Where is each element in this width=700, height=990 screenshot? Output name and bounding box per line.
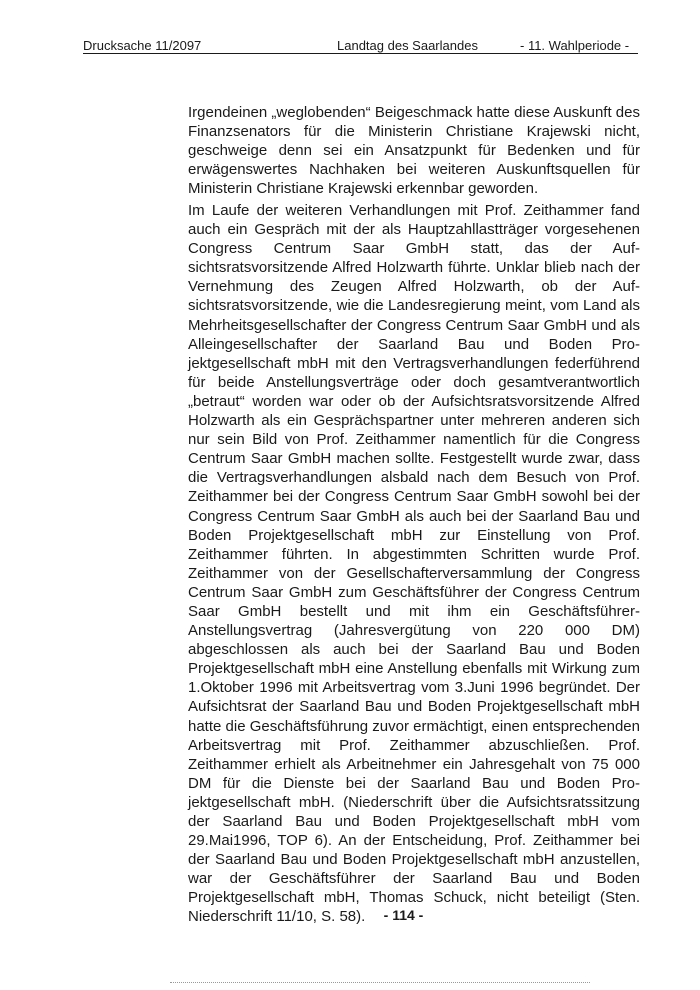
- scan-artifact: [170, 982, 590, 983]
- page-number: [0, 907, 700, 923]
- header-rule: [83, 53, 638, 54]
- document-number: Drucksache 11/2097: [83, 38, 202, 53]
- legislative-period: - 11. Wahlperiode -: [520, 38, 630, 53]
- paragraph-2: Im Laufe der weiteren Verhandlungen mit Prof. Zeithammer fand auch ein Gespräch mit der als Hauptzahllastträger vorgesehenen Congress Centrum Saar GmbH statt, das der Aufsichtsratsvorsitzende Alfred Holzwarth führte. Unklar blieb nach der Vernehmung des Zeugen Alfred Holzwarth, ob der Aufsichtsratsvorsitzende, wie die Landesregierung meint, vom Land als Mehrheitsgesellschafter der Congress Centrum Saar GmbH und als Alleingesellschafter der Saarland Bau und Boden Projektgesellschaft mbH mit den Vertragsverhandlungen federführend für beide Anstellungsverträge oder doch gesamtverantwortlich „betraut“ worden war oder ob der Aufsichtsratsvorsitzende Alfred Holzwarth als ein Gesprächspartner unter mehreren anderen sich nur sein Bild von Prof. Zeithammer namentlich für die Congress Centrum Saar GmbH machen sollte. Festgestellt wurde zwar, dass die Vertragsverhandlungen alsbald nach dem Besuch von Prof. Zeithammer bei der Congress Centrum Saar GmbH sowohl bei der Congress Centrum Saar GmbH als auch bei der Saarland Bau und Boden Projektgesellschaft mbH zur Einstellung von Prof. Zeithammer führten. In abgestimmten Schritten wurde Prof. Zeithammer von der Gesellschafterversammlung der Congress Centrum Saar GmbH zum Geschäftsführer der Congress Centrum Saar GmbH bestellt und mit ihm ein Geschäftsführer-Anstellungsvertrag (Jahresvergütung von 220 000 DM) abgeschlossen als auch bei der Saarland Bau und Boden Projektgesellschaft mbH eine Anstellung ebenfalls mit Wirkung zum 1.Oktober 1996 mit Arbeitsvertrag vom 3.Juni 1996 begründet. Der Aufsichtsrat der Saarland Bau und Boden Projektgesellschaft mbH hatte die Geschäftsführung zuvor ermächtigt, einen entsprechenden Arbeitsvertrag mit Prof. Zeithammer abzuschließen. Prof. Zeithammer erhielt als Arbeitnehmer ein Jahresgehalt von 75 000 DM für die Dienste bei der Saarland Bau und Boden Projektgesellschaft mbH. (Niederschrift über die Aufsichtsratssitzung der Saarland Bau und Boden Projektgesellschaft mbH vom 29.Mai1996, TOP 6). An der Entscheidung, Prof. Zeithammer bei der Saarland Bau und Boden Projektgesellschaft mbH anzustellen, war der Geschäftsführer der Saarland Bau und Boden Projektgesellschaft mbH, Thomas Schuck, nicht beteiligt (Sten. Niederschrift 11/10, S. 58).: [188, 202, 640, 926]
- paragraph-1: Irgendeinen „weglobenden“ Beigeschmack hatte diese Auskunft des Finanzsenators für die Ministerin Christiane Krajewski nicht, geschweige denn sei ein Ansatzpunkt für Bedenken und für erwägenswertes Nachhaken bei weiteren Auskunftsquellen für Ministerin Christiane Krajewski erkennbar geworden.: [188, 104, 640, 198]
- page-number-label: - 114 -: [383, 907, 424, 923]
- parliament-name: Landtag des Saarlandes: [337, 38, 478, 53]
